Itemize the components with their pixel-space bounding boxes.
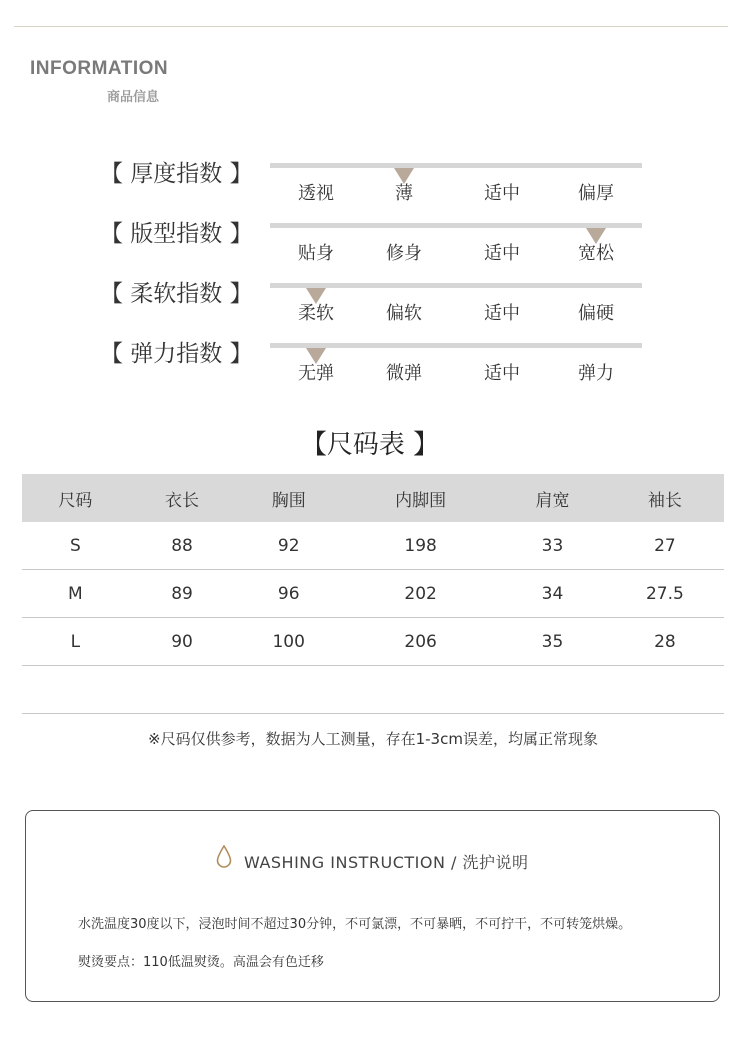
index-option: 无弹 <box>298 363 334 384</box>
table-row-empty <box>22 666 724 714</box>
header-size: 尺码 <box>22 474 129 522</box>
index-option: 偏厚 <box>578 183 614 204</box>
index-option: 偏软 <box>386 303 422 324</box>
table-header-row <box>22 474 724 522</box>
index-option: 弹力 <box>578 363 614 384</box>
index-option: 偏硬 <box>578 303 614 324</box>
table-cell: 89 <box>129 570 236 618</box>
table-cell: L <box>22 618 129 666</box>
info-title-en: INFORMATION <box>30 58 169 79</box>
table-row <box>22 522 724 570</box>
header-sleeve: 袖长 <box>606 474 724 522</box>
index-label: 【 柔软指数 】 <box>100 281 253 307</box>
washing-title: WASHING INSTRUCTION / 洗护说明 <box>244 853 529 872</box>
table-cell-empty <box>22 666 129 714</box>
table-cell: 27 <box>606 522 724 570</box>
table-cell: 92 <box>235 522 342 570</box>
index-option: 透视 <box>298 183 334 204</box>
size-chart-title: 【尺码表 】 <box>300 430 440 460</box>
table-cell: M <box>22 570 129 618</box>
index-option: 适中 <box>484 243 520 264</box>
table-cell: 96 <box>235 570 342 618</box>
index-option: 适中 <box>484 363 520 384</box>
table-cell-empty <box>499 666 606 714</box>
table-row <box>22 618 724 666</box>
table-cell-empty <box>342 666 499 714</box>
index-label: 【 厚度指数 】 <box>100 161 253 187</box>
table-cell: 28 <box>606 618 724 666</box>
header-length: 衣长 <box>129 474 236 522</box>
table-cell: 33 <box>499 522 606 570</box>
index-scale-bar <box>270 163 642 168</box>
index-option: 贴身 <box>298 243 334 264</box>
index-row <box>0 155 750 215</box>
size-table <box>22 474 724 714</box>
index-row <box>0 275 750 335</box>
header-chest: 胸围 <box>235 474 342 522</box>
table-cell: 34 <box>499 570 606 618</box>
table-cell: S <box>22 522 129 570</box>
table-cell: 198 <box>342 522 499 570</box>
ironing-instruction-text: 熨烫要点：110低温熨烫。高温会有色迁移 <box>78 955 324 970</box>
table-cell: 202 <box>342 570 499 618</box>
top-divider <box>14 26 728 27</box>
index-label: 【 弹力指数 】 <box>100 341 253 367</box>
water-drop-icon <box>216 845 232 869</box>
index-option: 薄 <box>395 183 413 204</box>
table-cell: 27.5 <box>606 570 724 618</box>
index-row <box>0 335 750 395</box>
table-cell-empty <box>129 666 236 714</box>
table-cell: 88 <box>129 522 236 570</box>
table-cell-empty <box>606 666 724 714</box>
header-shoulder: 肩宽 <box>499 474 606 522</box>
washing-instruction-box <box>25 810 720 1002</box>
index-option: 修身 <box>386 243 422 264</box>
index-option: 宽松 <box>578 243 614 264</box>
size-note: ※尺码仅供参考，数据为人工测量，存在1-3cm误差，均属正常现象 <box>148 730 598 748</box>
table-cell: 206 <box>342 618 499 666</box>
info-title-cn: 商品信息 <box>107 90 160 105</box>
index-option: 微弹 <box>386 363 422 384</box>
index-option: 适中 <box>484 303 520 324</box>
table-cell: 90 <box>129 618 236 666</box>
index-option: 柔软 <box>298 303 334 324</box>
index-row <box>0 215 750 275</box>
index-label: 【 版型指数 】 <box>100 221 253 247</box>
index-option: 适中 <box>484 183 520 204</box>
table-cell: 100 <box>235 618 342 666</box>
table-cell: 35 <box>499 618 606 666</box>
table-row <box>22 570 724 618</box>
header-hem: 内脚围 <box>342 474 499 522</box>
washing-instruction-text: 水洗温度30度以下，浸泡时间不超过30分钟，不可氯漂，不可暴晒，不可拧干，不可转笼烘燥。 <box>78 917 632 932</box>
table-cell-empty <box>235 666 342 714</box>
